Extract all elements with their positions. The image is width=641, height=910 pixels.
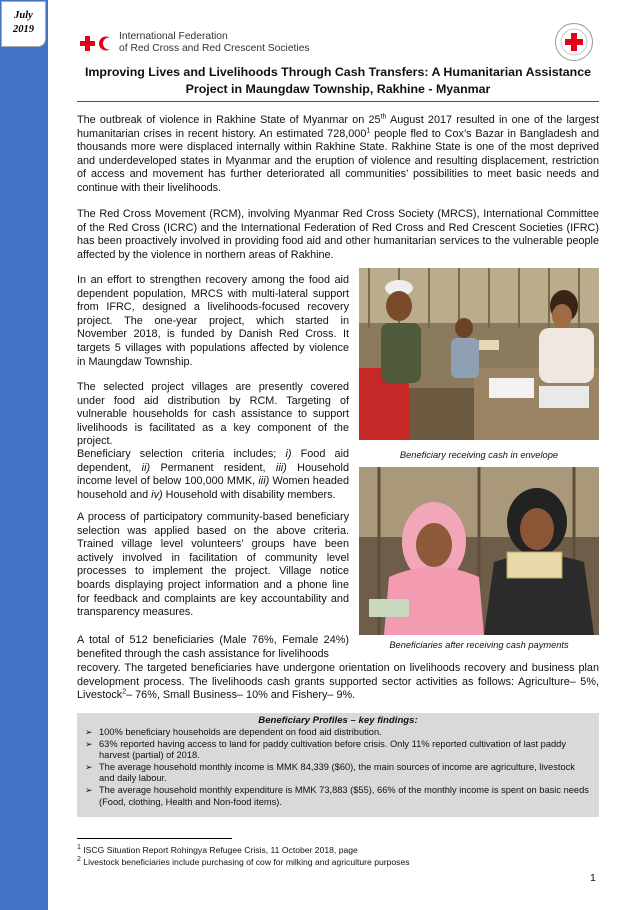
arrow-bullet-icon: ➢ <box>85 761 93 772</box>
page-number: 1 <box>590 872 596 884</box>
arrow-bullet-icon: ➢ <box>85 784 93 795</box>
photo-after-cash-payments <box>359 467 599 635</box>
date-year: 2019 <box>13 24 34 35</box>
title-divider <box>77 101 599 102</box>
footnote-2: $^2$ Livestock beneficiaries include purchasing of cow for milking and agriculture purposes <box>77 856 410 867</box>
caption-photo-2: Beneficiaries after receiving cash payments <box>389 640 569 650</box>
key-findings-box <box>77 713 599 817</box>
ifrc-logo <box>80 31 310 55</box>
mrcs-seal-icon <box>554 22 594 62</box>
footnote-divider <box>77 838 232 839</box>
paragraph-intro: The outbreak of violence in Rakhine State of Myanmar on 25th August 2017 resulted in one of the largest humanitarian crises in recent history. An estimated 728,000$^1$ people fled to Cox’s Bazar in Bangladesh and thousands more were displaced internally within Rakhine State. Rakhine State is one of the most deprived and underdeveloped states in Myanmar and the eruption of violence and resulting displacement, restriction of access and movement has further deteriorated all communities’ possibilities to meet basic needs and continue with their livelihoods. <box>77 113 600 194</box>
caption-photo-1: Beneficiary receiving cash in envelope <box>399 450 559 460</box>
date-tab <box>1 1 46 47</box>
key-findings-list <box>83 727 593 808</box>
left-sidebar-band <box>0 0 48 910</box>
paragraph-red-cross-movement: The Red Cross Movement (RCM), involving Myanmar Red Cross Society (MRCS), International Committee of the Red Cross (ICRC) and the International Federation of Red Cross and Red Crescent Societies (IFRC) has been proactively involved in providing food aid and other humanitarian services to the vulnerable people affected by the violence in northern areas of Rakhine. <box>77 208 599 261</box>
photo-cash-in-envelope <box>359 268 599 440</box>
finding-item: ➢ The average household monthly income is MMK 84,339 ($60), the main sources of income are agriculture, livestock and daily labour. <box>85 761 575 784</box>
paragraph-beneficiaries-a: A total of 512 beneficiaries (Male 76%, Female 24%) benefited through the cash assistance for livelihoods <box>77 634 349 660</box>
document-title: Improving Lives and Livelihoods Through Cash Transfers: A Humanitarian Assistance Project in Maungdaw Township, Rakhine - Myanmar <box>84 65 592 96</box>
paragraph-participatory-process: A process of participatory community-based beneficiary selection was applied based on the above criteria. Trained village level volunteers’ groups have been actively involved in facilitation of community level processes to implement the project. Village notice boards displaying project information and a phone line for feedback and complaints are key accountability and transparency measures. <box>77 511 349 619</box>
org-name-line1: International Federation <box>119 31 228 42</box>
paragraph-selection-criteria: Beneficiary selection criteria includes; i) Food aid dependent, ii) Permanent resident, iii) Household income level of below 100,000 MMK, iii) Women headed household and iv) Household with disability members. <box>77 448 350 501</box>
paragraph-project: In an effort to strengthen recovery among the food aid dependent population, MRCS with multi-lateral support from IFRC, designed a livelihoods-focused recovery project. The one-year project, which started in November 2018, is funded by Danish Red Cross. It targets 5 villages with populations affected by violence in Maungdaw Township. <box>77 274 349 368</box>
paragraph-beneficiaries-b: recovery. The targeted beneficiaries have undergone orientation on livelihoods recovery and business plan development process. The livelihoods cash grants supported sector activities as follows: Agriculture– 5%, Livestock$^2$– 76%, Small Business– 10% and Fishery– 9%. <box>77 662 599 702</box>
red-cross-crescent-emblem-icon <box>80 36 115 51</box>
arrow-bullet-icon: ➢ <box>85 727 93 737</box>
finding-item: ➢ 63% reported having access to land for paddy cultivation before crisis. Only 11% reported cultivation of last paddy harvest (partial) of 2018. <box>85 738 566 761</box>
arrow-bullet-icon: ➢ <box>85 738 93 749</box>
org-name-line2: of Red Cross and Red Crescent Societies <box>119 43 310 54</box>
date-month: July <box>14 10 33 21</box>
footnote-1: $^1$ ISCG Situation Report Rohingya Refugee Crisis, 11 October 2018, page <box>77 844 358 855</box>
finding-item: ➢ The average household monthly expenditure is MMK 73,883 ($55), 66% of the monthly income is spent on basic needs (Food, clothing, Health and Non-food items). <box>85 784 589 807</box>
finding-item: ➢ 100% beneficiary households are dependent on food aid distribution. <box>85 727 382 737</box>
key-findings-heading: Beneficiary Profiles – key findings: <box>258 715 418 726</box>
paragraph-villages: The selected project villages are presently covered under food aid distribution by RCM. Targeting of vulnerable households for cash assistance to support livelihoods is facilitated as a key component of the project. <box>77 381 349 448</box>
